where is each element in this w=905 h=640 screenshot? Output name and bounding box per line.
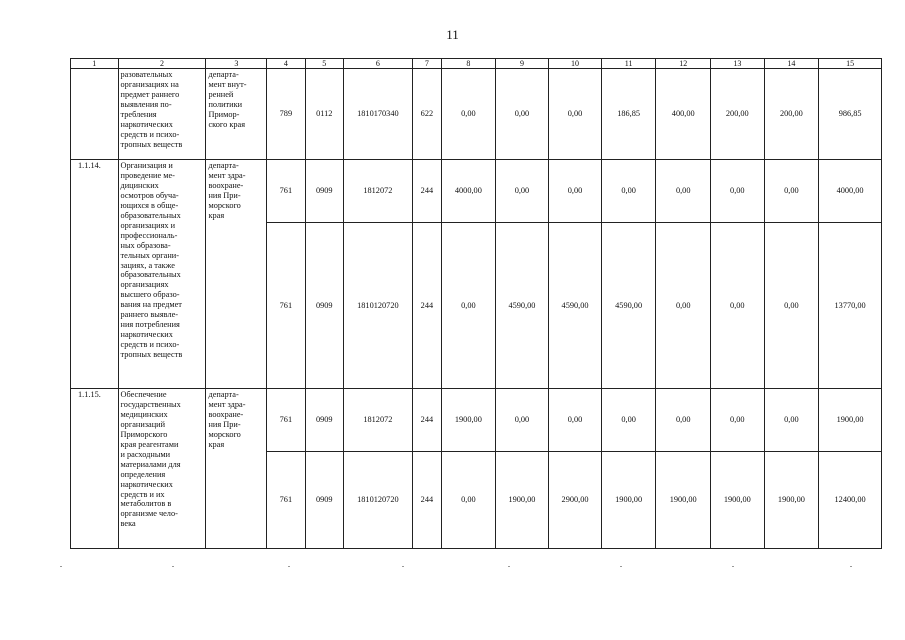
description-line: выявления по-	[120, 99, 172, 109]
page-number: 11	[446, 27, 459, 42]
department-line: ния При-	[208, 190, 241, 200]
cell-c10: 0,00	[549, 69, 602, 160]
scan-speck	[288, 566, 290, 567]
scan-noise-dots	[60, 566, 860, 568]
department-line: департа-	[208, 390, 239, 399]
cell-c4: 761	[267, 160, 305, 223]
table-row	[71, 389, 882, 452]
item-number: 1.1.14.	[71, 160, 119, 389]
department-line: ренней	[208, 89, 234, 99]
cell-c10: 2900,00	[549, 452, 602, 549]
cell-c9: 0,00	[495, 389, 549, 452]
cell-c15: 1900,00	[819, 389, 882, 452]
department-line: края	[208, 439, 225, 449]
cell-c15: 4000,00	[819, 160, 882, 223]
scan-speck	[172, 566, 174, 567]
description-line: высшего образо-	[120, 290, 180, 300]
description-line: профессиональ-	[120, 230, 178, 240]
item-description	[118, 389, 206, 549]
department-line: мент здра-	[208, 170, 246, 180]
cell-c13: 200,00	[711, 69, 765, 160]
column-index: 5	[305, 59, 343, 69]
description-line: ных образова-	[120, 240, 171, 250]
description-line: медицинских	[120, 409, 168, 419]
department-line: морского	[208, 200, 241, 210]
cell-c15: 986,85	[819, 69, 882, 160]
department-line: ского края	[208, 119, 246, 129]
department-line: департа-	[208, 70, 239, 79]
scan-speck	[60, 566, 62, 567]
cell-c14: 200,00	[764, 69, 819, 160]
cell-c4: 761	[267, 389, 305, 452]
scan-speck	[850, 566, 852, 567]
description-line: века	[120, 519, 136, 529]
description-line: наркотических	[120, 119, 173, 129]
cell-c9: 1900,00	[495, 452, 549, 549]
column-index: 2	[118, 59, 206, 69]
cell-c11: 186,85	[601, 69, 656, 160]
cell-c11: 0,00	[601, 160, 656, 223]
item-number: 1.1.15.	[71, 389, 119, 549]
cell-c14: 0,00	[764, 223, 819, 389]
cell-c7: 622	[412, 69, 441, 160]
column-index: 15	[819, 59, 882, 69]
cell-c9: 4590,00	[495, 223, 549, 389]
description-line: образовательных	[120, 210, 181, 220]
cell-c12: 0,00	[656, 160, 711, 223]
department-line: воохране-	[208, 180, 244, 190]
cell-c5: 0909	[305, 389, 343, 452]
department-line: ния При-	[208, 419, 241, 429]
responsible-department	[206, 389, 267, 549]
description-line: средств и психо-	[120, 129, 180, 139]
description-line: организме чело-	[120, 509, 178, 519]
column-index: 8	[442, 59, 496, 69]
cell-c8: 0,00	[442, 452, 496, 549]
description-line: разовательных	[120, 70, 173, 79]
department-line: мент здра-	[208, 399, 246, 409]
cell-c8: 4000,00	[442, 160, 496, 223]
description-line: материалами для	[120, 459, 181, 469]
cell-c5: 0909	[305, 452, 343, 549]
item-number	[71, 69, 119, 160]
department-line: политики	[208, 99, 243, 109]
description-line: наркотических	[120, 330, 173, 340]
cell-c14: 0,00	[764, 389, 819, 452]
cell-c4: 761	[267, 452, 305, 549]
description-line: предмет раннего	[120, 89, 180, 99]
item-description	[118, 160, 206, 389]
cell-c12: 400,00	[656, 69, 711, 160]
cell-c13: 0,00	[711, 223, 765, 389]
responsible-department	[206, 160, 267, 389]
cell-c7: 244	[412, 389, 441, 452]
description-line: тельных органи-	[120, 250, 180, 260]
description-line: организациях и	[120, 220, 176, 230]
item-description	[118, 69, 206, 160]
cell-c4: 789	[267, 69, 305, 160]
cell-c15: 12400,00	[819, 452, 882, 549]
column-index-row	[71, 59, 882, 69]
description-line: средств и психо-	[120, 340, 180, 350]
cell-c10: 0,00	[549, 160, 602, 223]
cell-c14: 1900,00	[764, 452, 819, 549]
table-row	[71, 69, 882, 160]
cell-c6: 1810170340	[344, 69, 413, 160]
cell-c11: 4590,00	[601, 223, 656, 389]
department-line: Примор-	[208, 109, 240, 119]
cell-c14: 0,00	[764, 160, 819, 223]
column-index: 12	[656, 59, 711, 69]
department-line: мент внут-	[208, 79, 247, 89]
cell-c8: 0,00	[442, 223, 496, 389]
column-index: 6	[344, 59, 413, 69]
description-line: ющихся в обще-	[120, 200, 179, 210]
cell-c9: 0,00	[495, 160, 549, 223]
cell-c7: 244	[412, 452, 441, 549]
description-line: проведение ме-	[120, 170, 175, 180]
cell-c8: 0,00	[442, 69, 496, 160]
cell-c10: 4590,00	[549, 223, 602, 389]
description-line: и расходными	[120, 449, 171, 459]
description-line: вания на предмет	[120, 300, 182, 310]
cell-c10: 0,00	[549, 389, 602, 452]
department-line: морского	[208, 429, 241, 439]
description-line: метаболитов в	[120, 499, 172, 509]
column-index: 3	[206, 59, 267, 69]
cell-c13: 1900,00	[711, 452, 765, 549]
cell-c11: 0,00	[601, 389, 656, 452]
description-line: государственных	[120, 399, 181, 409]
department-line: воохране-	[208, 409, 244, 419]
column-index: 14	[764, 59, 819, 69]
column-index: 10	[549, 59, 602, 69]
description-line: Организация и	[120, 161, 173, 170]
description-line: средств и их	[120, 489, 165, 499]
column-index: 4	[267, 59, 305, 69]
cell-c5: 0909	[305, 223, 343, 389]
cell-c13: 0,00	[711, 160, 765, 223]
description-line: тропных веществ	[120, 139, 183, 149]
description-line: раннего выявле-	[120, 310, 179, 320]
cell-c15: 13770,00	[819, 223, 882, 389]
cell-c12: 1900,00	[656, 452, 711, 549]
cell-c12: 0,00	[656, 223, 711, 389]
cell-c6: 1812072	[344, 389, 413, 452]
cell-c12: 0,00	[656, 389, 711, 452]
cell-c7: 244	[412, 223, 441, 389]
cell-c6: 1810120720	[344, 223, 413, 389]
description-line: ния потребления	[120, 320, 180, 330]
cell-c4: 761	[267, 223, 305, 389]
cell-c9: 0,00	[495, 69, 549, 160]
column-index: 13	[711, 59, 765, 69]
scan-speck	[620, 566, 622, 567]
cell-c13: 0,00	[711, 389, 765, 452]
description-line: дицинских	[120, 180, 159, 190]
cell-c5: 0112	[305, 69, 343, 160]
cell-c7: 244	[412, 160, 441, 223]
cell-c6: 1810120720	[344, 452, 413, 549]
description-line: зациях, а также	[120, 260, 175, 270]
responsible-department	[206, 69, 267, 160]
description-line: наркотических	[120, 479, 173, 489]
description-line: Обеспечение	[120, 390, 167, 399]
scan-speck	[732, 566, 734, 567]
column-index: 7	[412, 59, 441, 69]
budget-table	[70, 58, 882, 549]
description-line: осмотров обуча-	[120, 190, 179, 200]
description-line: организациях	[120, 280, 169, 290]
cell-c6: 1812072	[344, 160, 413, 223]
cell-c8: 1900,00	[442, 389, 496, 452]
department-line: департа-	[208, 161, 239, 170]
scan-speck	[508, 566, 510, 567]
description-line: определения	[120, 469, 166, 479]
department-line: края	[208, 210, 225, 220]
cell-c5: 0909	[305, 160, 343, 223]
description-line: тропных веществ	[120, 350, 183, 360]
description-line: Приморского	[120, 429, 168, 439]
column-index: 11	[601, 59, 656, 69]
description-line: требления	[120, 109, 157, 119]
column-index: 1	[71, 59, 119, 69]
description-line: образовательных	[120, 270, 181, 280]
table-row	[71, 160, 882, 223]
description-line: края реагентами	[120, 439, 179, 449]
scan-speck	[402, 566, 404, 567]
description-line: организаций	[120, 419, 166, 429]
description-line: организациях на	[120, 79, 179, 89]
column-index: 9	[495, 59, 549, 69]
cell-c11: 1900,00	[601, 452, 656, 549]
